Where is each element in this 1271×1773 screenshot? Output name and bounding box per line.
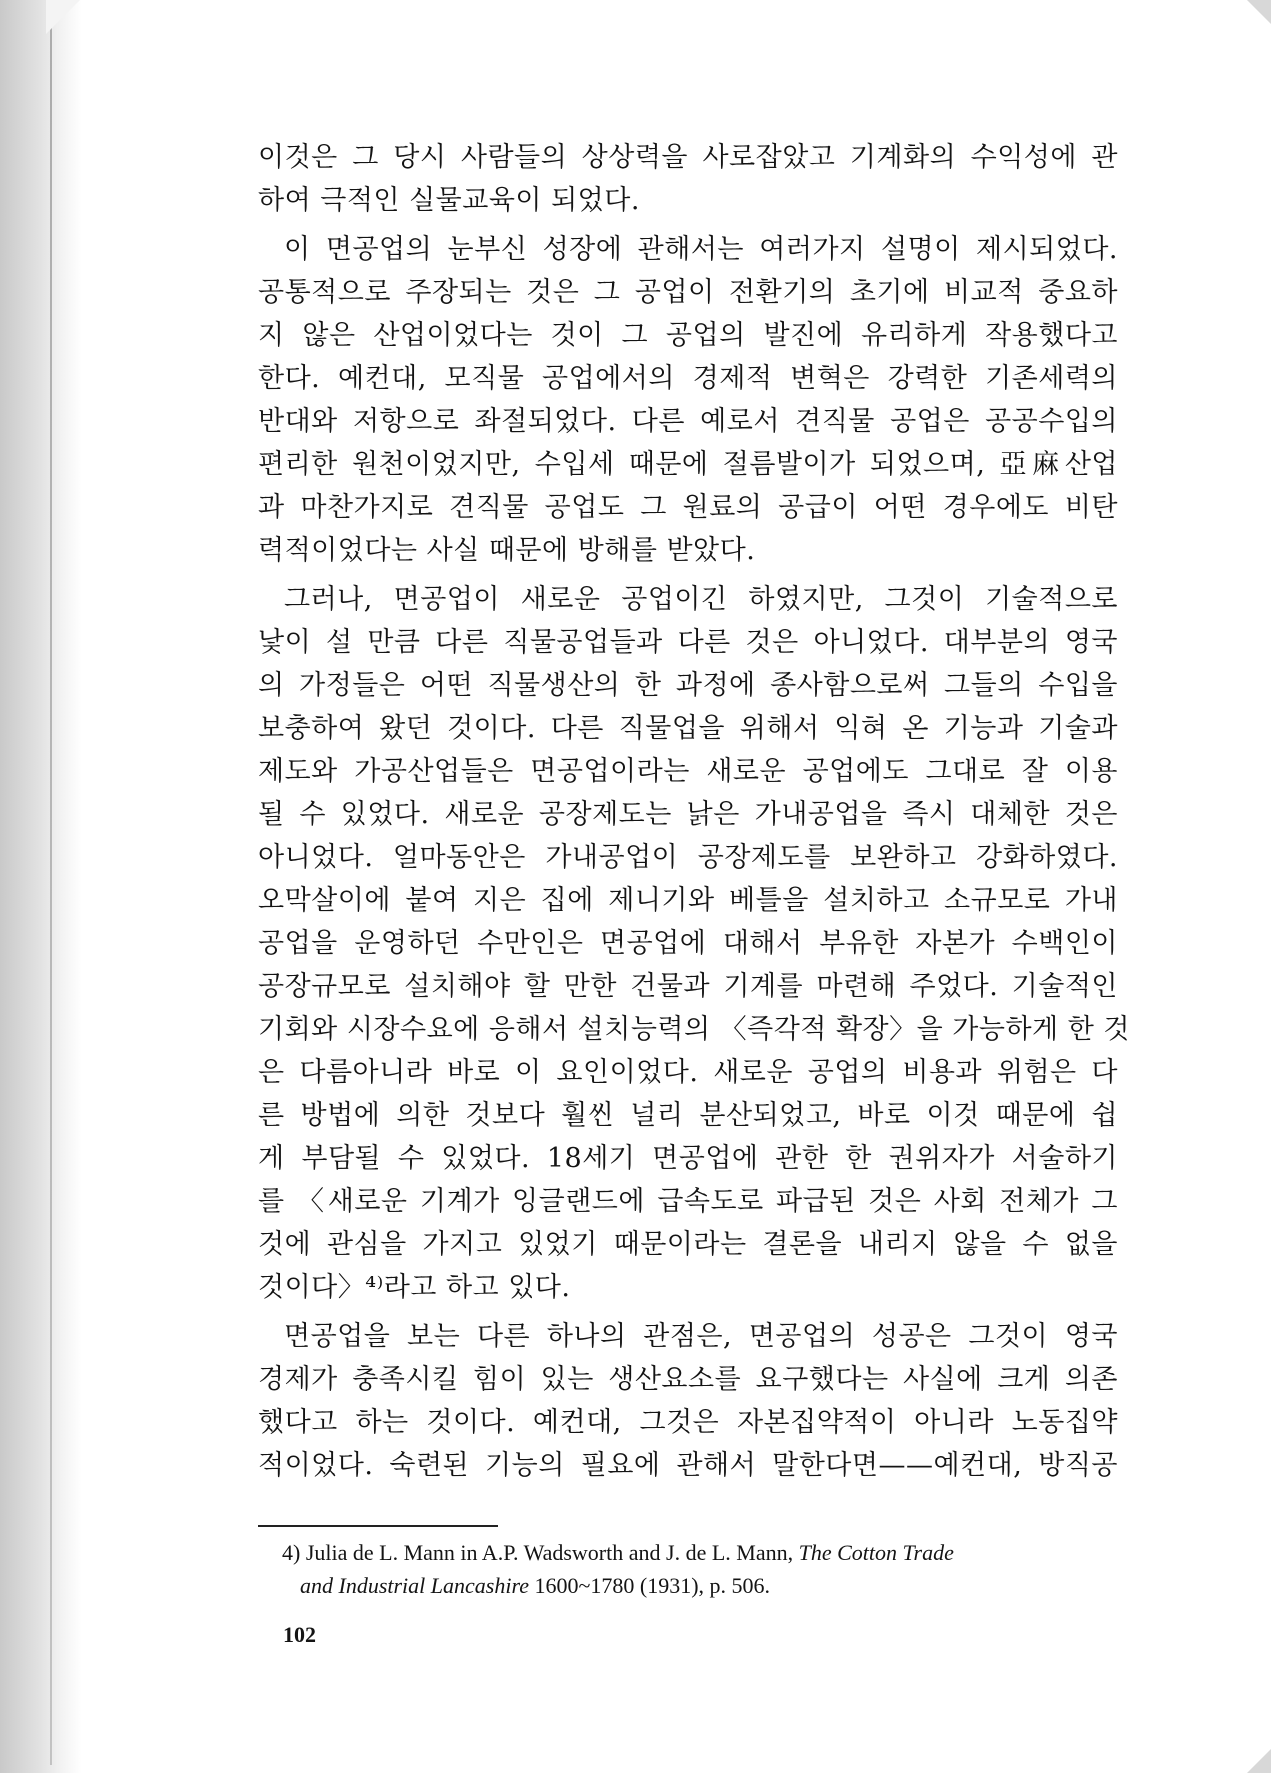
text-line: 적이었다. 숙련된 기능의 필요에 관해서 말한다면——예컨대, 방직공 bbox=[258, 1450, 1118, 1481]
book-spine-line bbox=[50, 8, 52, 1765]
text-line: 아니었다. 얼마동안은 가내공업이 공장제도를 보완하고 강화하였다. bbox=[258, 842, 1118, 873]
footnote-line bbox=[282, 1536, 1118, 1569]
footnote-book-title: The Cotton Trade bbox=[798, 1540, 954, 1565]
text-line: 경제가 충족시킬 힘이 있는 생산요소를 요구했다는 사실에 크게 의존 bbox=[258, 1364, 1118, 1395]
text-line: 력적이었다는 사실 때문에 방해를 받았다. bbox=[258, 535, 756, 566]
text-line: 이 면공업의 눈부신 성장에 관해서는 여러가지 설명이 제시되었다. bbox=[284, 234, 1118, 265]
text-line: 편리한 원천이었지만, 수입세 때문에 절름발이가 되었으며, 亞麻산업 bbox=[258, 449, 1118, 480]
text-line: 게 부담될 수 있었다. 18세기 면공업에 관한 한 권위자가 서술하기 bbox=[258, 1143, 1118, 1174]
page-corner-top-left bbox=[46, 0, 80, 34]
text-line: 그러나, 면공업이 새로운 공업이긴 하였지만, 그것이 기술적으로 bbox=[284, 584, 1118, 615]
text-line: 은 다름아니라 바로 이 요인이었다. 새로운 공업의 비용과 위험은 다 bbox=[258, 1057, 1118, 1088]
page-number: 102 bbox=[283, 1622, 316, 1647]
text-line: 과 마찬가지로 견직물 공업도 그 원료의 공급이 어떤 경우에도 비탄 bbox=[258, 492, 1118, 523]
text-line: 반대와 저항으로 좌절되었다. 다른 예로서 견직물 공업은 공공수입의 bbox=[258, 406, 1118, 437]
text-line: 면공업을 보는 다른 하나의 관점은, 면공업의 성공은 그것이 영국 bbox=[284, 1321, 1118, 1352]
body-text bbox=[258, 136, 1130, 1487]
page-corner-top-right bbox=[1247, 0, 1271, 24]
text-line: 될 수 있었다. 새로운 공장제도는 낡은 가내공업을 즉시 대체한 것은 bbox=[258, 799, 1118, 830]
footnote-book-title: and Industrial Lancashire bbox=[300, 1573, 529, 1598]
text-line: 의 가정들은 어떤 직물생산의 한 과정에 종사함으로써 그들의 수입을 bbox=[258, 670, 1118, 701]
text-line: 하여 극적인 실물교육이 되었다. bbox=[258, 185, 640, 216]
text-line: 기회와 시장수요에 응해서 설치능력의 〈즉각적 확장〉을 가능하게 한 것 bbox=[258, 1014, 1130, 1045]
footnote bbox=[282, 1536, 1118, 1602]
text-line: 했다고 하는 것이다. 예컨대, 그것은 자본집약적이 아니라 노동집약 bbox=[258, 1407, 1118, 1438]
text-line: 공통적으로 주장되는 것은 그 공업이 전환기의 초기에 비교적 중요하 bbox=[258, 277, 1118, 308]
text-line: 공장규모로 설치해야 할 만한 건물과 기계를 마련해 주었다. 기술적인 bbox=[258, 971, 1118, 1002]
text-line: 지 않은 산업이었다는 것이 그 공업의 발진에 유리하게 작용했다고 bbox=[258, 320, 1118, 351]
text-line: 낯이 설 만큼 다른 직물공업들과 다른 것은 아니었다. 대부분의 영국 bbox=[258, 627, 1118, 658]
paragraph bbox=[258, 1315, 1118, 1487]
text-line: 른 방법에 의한 것보다 훨씬 널리 분산되었고, 바로 이것 때문에 쉽 bbox=[258, 1100, 1118, 1131]
footnote-citation: 1600~1780 (1931), p. 506. bbox=[528, 1573, 771, 1598]
paragraph bbox=[258, 578, 1130, 1309]
page-corner-bottom-right bbox=[1247, 1749, 1271, 1773]
text-line: 공업을 운영하던 수만인은 면공업에 대해서 부유한 자본가 수백인이 bbox=[258, 928, 1118, 959]
footnote-line bbox=[282, 1569, 1118, 1602]
paragraph bbox=[258, 136, 1118, 222]
text-line: 것에 관심을 가지고 있었기 때문이라는 결론을 내리지 않을 수 없을 bbox=[258, 1229, 1118, 1260]
text-line: 이것은 그 당시 사람들의 상상력을 사로잡았고 기계화의 수익성에 관 bbox=[258, 142, 1118, 173]
text-line: 를 〈새로운 기계가 잉글랜드에 급속도로 파급된 것은 사회 전체가 그 bbox=[258, 1186, 1118, 1217]
text-line: 제도와 가공산업들은 면공업이라는 새로운 공업에도 그대로 잘 이용 bbox=[258, 756, 1118, 787]
text-line: 것이다〉⁴⁾라고 하고 있다. bbox=[258, 1272, 571, 1303]
text-line: 오막살이에 붙여 지은 집에 제니기와 베틀을 설치하고 소규모로 가내 bbox=[258, 885, 1118, 916]
footnote-divider bbox=[258, 1525, 498, 1527]
text-line: 보충하여 왔던 것이다. 다른 직물업을 위해서 익혀 온 기능과 기술과 bbox=[258, 713, 1118, 744]
text-line: 한다. 예컨대, 모직물 공업에서의 경제적 변혁은 강력한 기존세력의 bbox=[258, 363, 1118, 394]
book-edge-shadow bbox=[0, 0, 82, 1773]
paragraph bbox=[258, 228, 1118, 572]
footnote-citation: 4) Julia de L. Mann in A.P. Wadsworth and J. de L. Mann, bbox=[282, 1540, 799, 1565]
